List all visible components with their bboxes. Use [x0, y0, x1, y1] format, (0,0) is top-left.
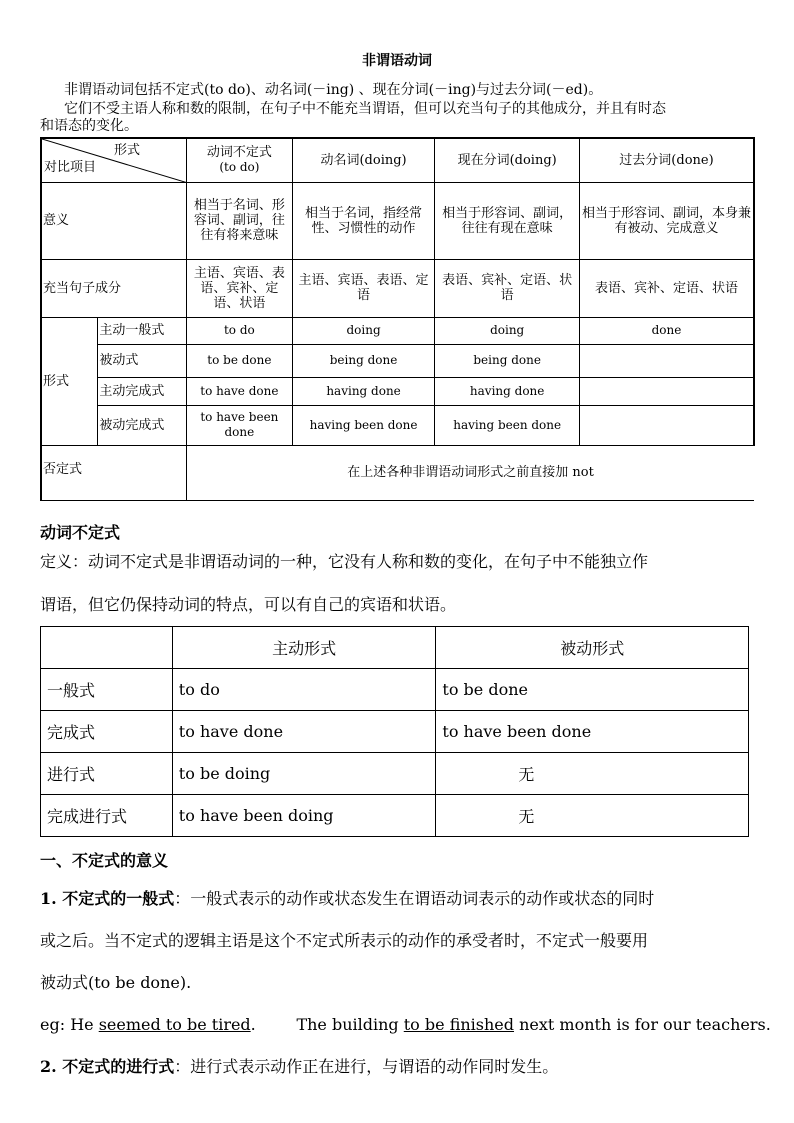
header-passive: 被动形式: [436, 627, 749, 669]
header-present-participle: 现在分词(doing): [435, 138, 580, 182]
active-form: to be doing: [172, 753, 436, 795]
form-cell: having done: [292, 377, 435, 405]
passive-form: 无: [436, 795, 749, 837]
form-cell: to do: [187, 317, 293, 344]
header-active: 主动形式: [172, 627, 436, 669]
point-1-line-1: 1. 不定式的一般式：一般式表示的动作或状态发生在谓语动词表示的动作或状态的同时: [40, 889, 655, 908]
infinitive-forms-table: [40, 626, 749, 837]
role-gerund: 主语、宾语、表语、定语: [292, 259, 435, 317]
comparison-table: [40, 137, 755, 501]
form-cell: [579, 377, 754, 405]
form-name: 主动完成式: [98, 377, 187, 405]
header-blank: [41, 627, 173, 669]
active-form: to have done: [172, 711, 436, 753]
form-cell: having been done: [435, 405, 580, 445]
meaning-label: 意义: [41, 182, 187, 259]
example-sentence: eg: He seemed to be tired. The building to be finished next month is for our teachers.: [40, 1015, 771, 1034]
active-form: to have been doing: [172, 795, 436, 837]
example-underline-2: to be finished: [403, 1015, 515, 1034]
passive-form: to be done: [436, 669, 749, 711]
intro-line-3: 和语态的变化。: [40, 118, 138, 134]
form-cell: [579, 344, 754, 377]
form-cell: being done: [435, 344, 580, 377]
meaning-past-participle: 相当于形容词、副词，本身兼有被动、完成意义: [579, 182, 754, 259]
row-label: 完成进行式: [41, 795, 173, 837]
row-label: 一般式: [41, 669, 173, 711]
form-cell: to have been done: [187, 405, 293, 445]
point-1-title: 1. 不定式的一般式: [40, 889, 175, 908]
form-cell: doing: [435, 317, 580, 344]
meaning-present-participle: 相当于形容词、副词，往往有现在意味: [435, 182, 580, 259]
table-row: [41, 711, 749, 753]
form-cell: to have done: [187, 377, 293, 405]
form-cell: [579, 405, 754, 445]
role-present-participle: 表语、宾补、定语、状语: [435, 259, 580, 317]
page-title: 非谓语动词: [362, 53, 432, 69]
corner-top-label: 形式: [114, 143, 141, 158]
form-cell: being done: [292, 344, 435, 377]
definition-line-2: 谓语，但它仍保持动词的特点，可以有自己的宾语和状语。: [40, 595, 457, 614]
meaning-gerund: 相当于名词，指经常性、习惯性的动作: [292, 182, 435, 259]
corner-cell: [41, 138, 187, 182]
role-infinitive: 主语、宾语、表语、宾补、定语、状语: [187, 259, 293, 317]
header-infinitive: 动词不定式 (to do): [187, 138, 293, 182]
definition-line-1: 定义：动词不定式是非谓语动词的一种，它没有人称和数的变化，在句子中不能独立作: [40, 552, 649, 571]
row-label: 完成式: [41, 711, 173, 753]
form-name: 被动完成式: [98, 405, 187, 445]
form-name: 主动一般式: [98, 317, 187, 344]
role-past-participle: 表语、宾补、定语、状语: [579, 259, 754, 317]
table-row: [41, 795, 749, 837]
header-gerund: 动名词(doing): [292, 138, 435, 182]
form-cell: doing: [292, 317, 435, 344]
corner-bottom-label: 对比项目: [44, 160, 97, 175]
negation-text: 在上述各种非谓语动词形式之前直接加 not: [187, 445, 754, 500]
passive-form: to have been done: [436, 711, 749, 753]
meaning-infinitive: 相当于名词、形容词、副词，往往有将来意味: [187, 182, 293, 259]
table-row: [41, 753, 749, 795]
negation-label: 否定式: [41, 445, 187, 500]
point-2-title: 2. 不定式的进行式: [40, 1057, 175, 1076]
intro-line-1: 非谓语动词包括不定式(to do)、动名词(－ing) 、现在分词(－ing)与过去分词(－ed)。: [64, 82, 603, 98]
form-cell: done: [579, 317, 754, 344]
section-heading-meaning: 一、不定式的意义: [40, 851, 169, 870]
table-row: [41, 669, 749, 711]
section-heading-infinitive: 动词不定式: [40, 523, 121, 542]
example-underline-1: seemed to be tired: [98, 1015, 251, 1034]
point-1-line-2: 或之后。当不定式的逻辑主语是这个不定式所表示的动作的承受者时，不定式一般要用: [40, 931, 649, 950]
active-form: to do: [172, 669, 436, 711]
header-past-participle: 过去分词(done): [579, 138, 754, 182]
point-1-line-3: 被动式(to be done).: [40, 973, 192, 992]
form-cell: having been done: [292, 405, 435, 445]
intro-line-2: 它们不受主语人称和数的限制，在句子中不能充当谓语，但可以充当句子的其他成分，并且有时态: [64, 101, 666, 117]
passive-form: 无: [436, 753, 749, 795]
form-cell: having done: [435, 377, 580, 405]
form-name: 被动式: [98, 344, 187, 377]
form-label: 形式: [41, 317, 98, 445]
row-label: 进行式: [41, 753, 173, 795]
form-cell: to be done: [187, 344, 293, 377]
role-label: 充当句子成分: [41, 259, 187, 317]
point-2-line: 2. 不定式的进行式：进行式表示动作正在进行，与谓语的动作同时发生。: [40, 1057, 559, 1076]
